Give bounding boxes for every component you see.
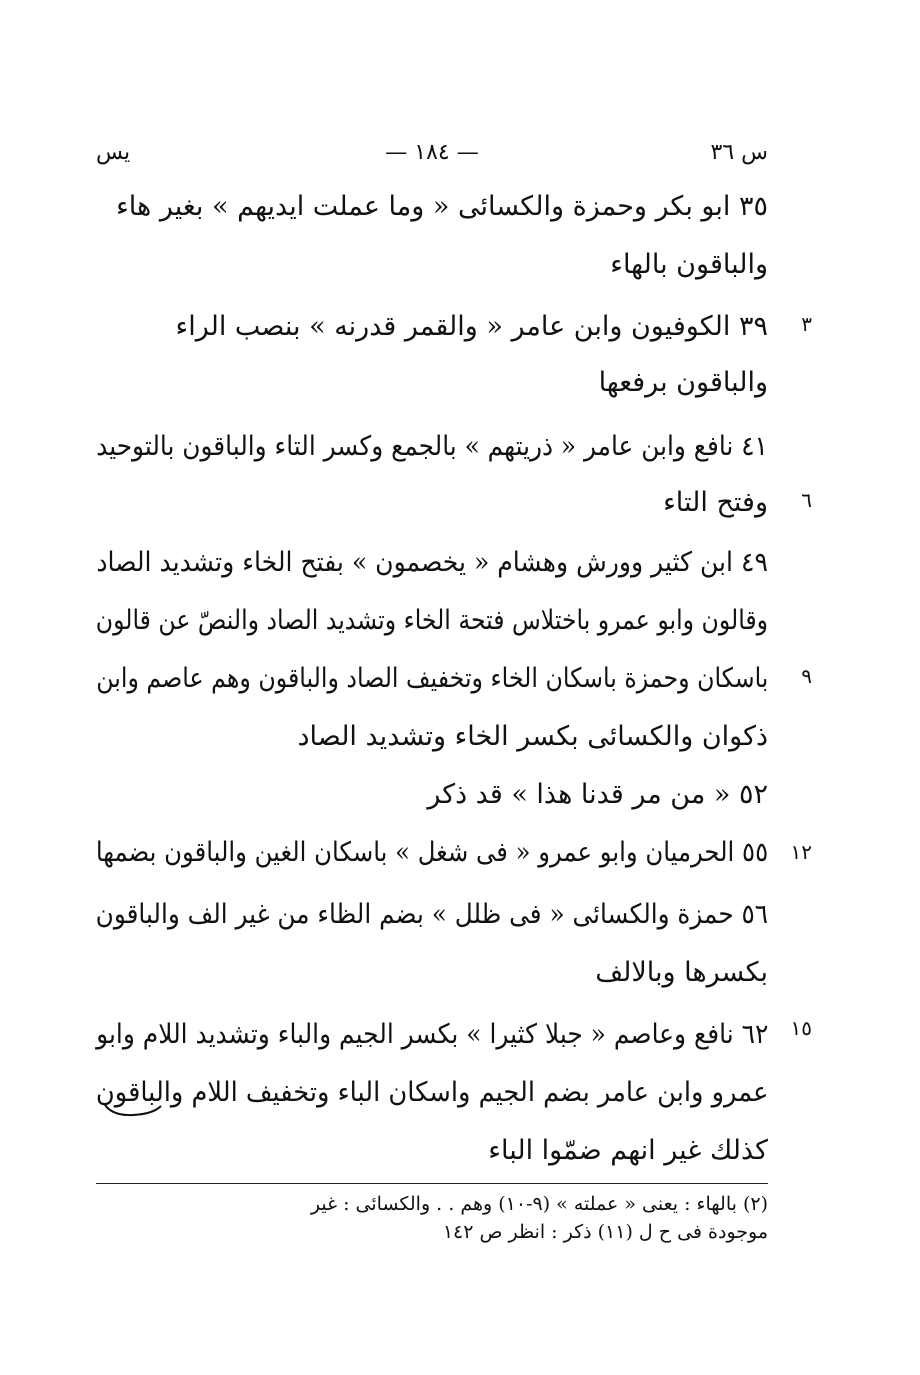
margin-number: ١٥ (790, 1016, 812, 1040)
text-line: كذلك غير انهم ضمّوا الباء (488, 1135, 768, 1166)
text-line: وفتح التاء (663, 487, 768, 518)
margin-number: ٦ (801, 488, 812, 512)
surah-name: يس (96, 140, 131, 165)
text-line: ذكوان والكسائى بكسر الخاء وتشديد الصاد (297, 721, 768, 752)
text-line: والباقون برفعها (598, 367, 768, 398)
footnote-line: موجودة فى ح ل (١١) ذكر : انظر ص ١٤٢ (442, 1221, 768, 1243)
text-line: عمرو وابن عامر بضم الجيم واسكان الباء وتخفيف اللام والباقون (95, 1077, 768, 1108)
text-line: ٦٢ نافع وعاصم « جبلا كثيرا » بكسر الجيم والباء وتشديد اللام وابو (95, 1019, 768, 1050)
text-line: والباقون بالهاء (610, 249, 768, 280)
text-line: ٥٥ الحرميان وابو عمرو « فى شغل » باسكان الغين والباقون بضمها (95, 837, 768, 868)
surah-reference: س ٣٦ (710, 140, 768, 165)
margin-number: ٣ (801, 312, 812, 336)
text-line: بكسرها وبالالف (595, 957, 768, 988)
text-line: ٥٦ حمزة والكسائى « فى ظلل » بضم الظاء من غير الف والباقون (95, 899, 768, 930)
margin-number: ٩ (801, 664, 812, 688)
footnote-separator (96, 1183, 768, 1184)
text-line: ٥٢ « من مر قدنا هذا » قد ذكر (427, 779, 768, 810)
margin-number: ١٢ (790, 840, 812, 864)
text-line: ٤٩ ابن كثير وورش وهشام « يخصمون » بفتح الخاء وتشديد الصاد (96, 547, 768, 578)
running-header (96, 140, 768, 176)
text-line: باسكان وحمزة باسكان الخاء وتخفيف الصاد والباقون وهم عاصم وابن (95, 663, 768, 694)
text-line: ٣٥ ابو بكر وحمزة والكسائى « وما عملت ايديهم » بغير هاء (116, 191, 768, 222)
footnotes (96, 1190, 768, 1246)
calligraphic-swash (103, 1103, 163, 1117)
text-line: وقالون وابو عمرو باختلاس فتحة الخاء وتشديد الصاد والنصّ عن قالون (95, 605, 768, 636)
text-line: ٣٩ الكوفيون وابن عامر « والقمر قدرنه » بنصب الراء (175, 311, 768, 342)
text-line: ٤١ نافع وابن عامر « ذريتهم » بالجمع وكسر التاء والباقون بالتوحيد (96, 431, 768, 462)
footnote-line: (٢) بالهاء : يعنى « عملته » (٩-١٠) وهم . . والكسائى : غير (310, 1193, 768, 1215)
page-number: — ١٨٤ — (385, 140, 479, 165)
